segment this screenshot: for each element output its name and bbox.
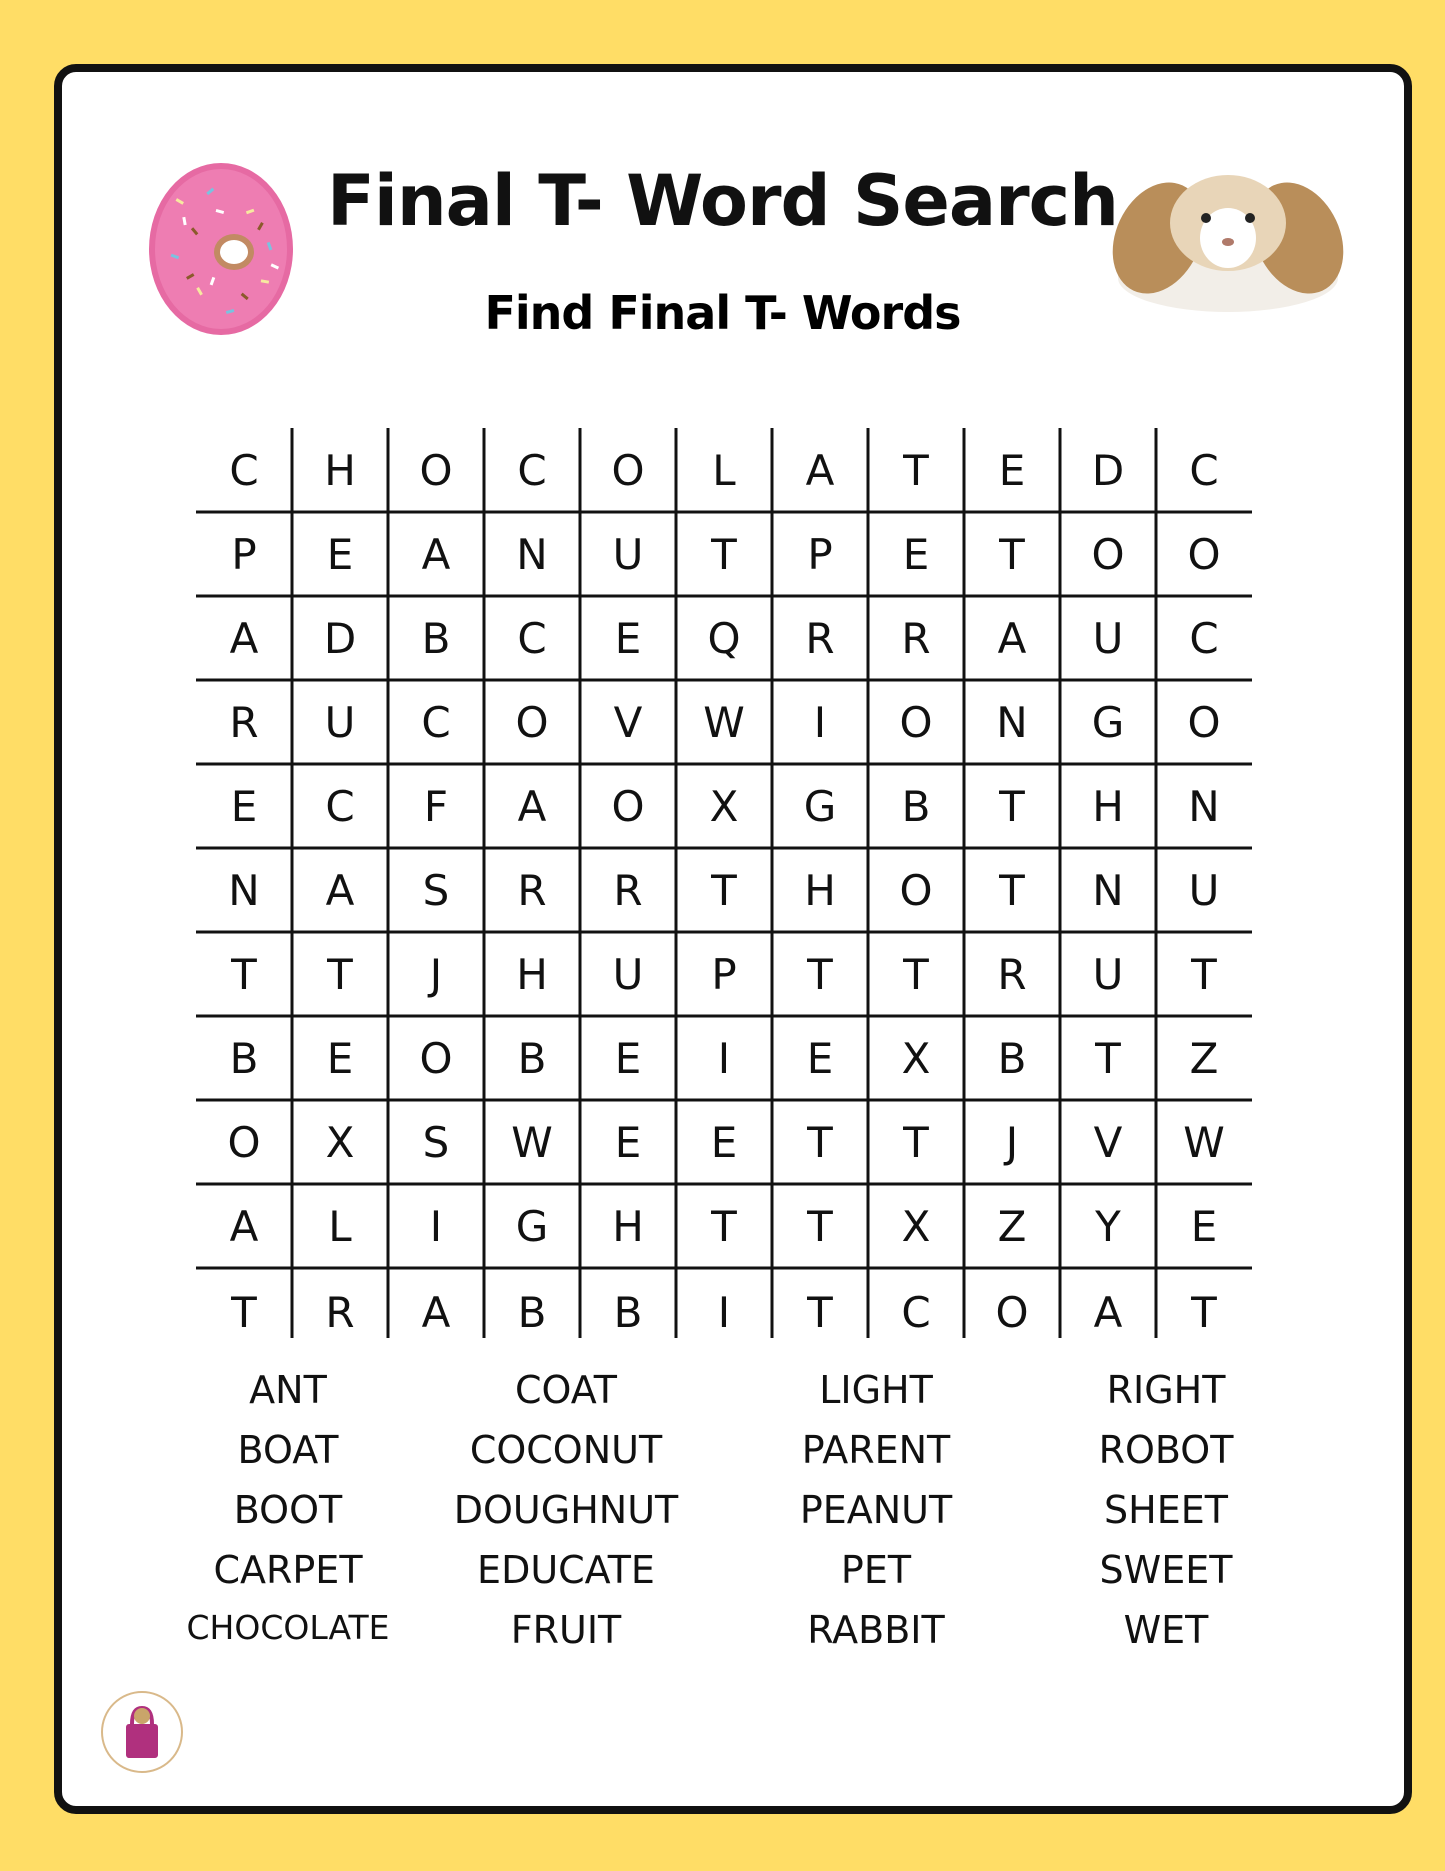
grid-letter[interactable]: O <box>899 865 933 915</box>
grid-letter[interactable]: X <box>325 1117 355 1167</box>
grid-letter[interactable]: U <box>1188 865 1220 915</box>
grid-letter[interactable]: A <box>229 1201 259 1251</box>
grid-letter[interactable]: Z <box>997 1201 1027 1251</box>
grid-letter[interactable]: T <box>903 445 929 495</box>
page-title: Final T- Word Search <box>327 160 1118 242</box>
grid-letter[interactable]: Q <box>707 613 741 663</box>
grid-letter[interactable]: W <box>1183 1117 1225 1167</box>
grid-letter[interactable]: U <box>612 529 644 579</box>
grid-letter[interactable]: E <box>326 1033 354 1083</box>
grid-letter[interactable]: T <box>999 781 1025 831</box>
grid-letter[interactable]: E <box>1190 1201 1218 1251</box>
grid-letter[interactable]: R <box>805 613 835 663</box>
grid-letter[interactable]: O <box>611 781 645 831</box>
word-list-item: CHOCOLATE <box>186 1608 390 1647</box>
grid-letter[interactable]: R <box>613 865 643 915</box>
grid-letter[interactable]: T <box>231 949 257 999</box>
grid-letter[interactable]: Y <box>1095 1201 1121 1251</box>
grid-letter[interactable]: P <box>711 949 737 999</box>
grid-letter[interactable]: D <box>1091 445 1125 495</box>
word-list-item: SHEET <box>1104 1488 1228 1532</box>
word-list-item: WET <box>1123 1608 1209 1652</box>
grid-letter[interactable]: T <box>999 529 1025 579</box>
word-list-item: EDUCATE <box>477 1548 655 1592</box>
grid-letter[interactable]: E <box>326 529 354 579</box>
boutique-logo <box>100 1690 184 1774</box>
grid-letter[interactable]: B <box>901 781 931 831</box>
grid-letter[interactable]: O <box>995 1287 1029 1337</box>
grid-letter[interactable]: N <box>516 529 548 579</box>
word-list-item: PET <box>840 1548 912 1592</box>
grid-letter[interactable]: T <box>1191 1287 1217 1337</box>
word-list-item: ROBOT <box>1098 1428 1234 1472</box>
grid-letter[interactable]: U <box>612 949 644 999</box>
grid-letter[interactable]: T <box>1095 1033 1121 1083</box>
grid-letter[interactable]: A <box>517 781 547 831</box>
grid-letter[interactable]: B <box>997 1033 1027 1083</box>
word-list-item: SWEET <box>1099 1548 1233 1592</box>
grid-letter[interactable]: A <box>325 865 355 915</box>
grid-letter[interactable]: R <box>325 1287 355 1337</box>
page-subtitle: Find Final T- Words <box>484 286 961 340</box>
grid-letter[interactable]: S <box>422 1117 450 1167</box>
grid-letter[interactable]: T <box>807 949 833 999</box>
grid-letter[interactable]: E <box>902 529 930 579</box>
grid-letter[interactable]: X <box>901 1033 931 1083</box>
grid-letter[interactable]: C <box>517 445 547 495</box>
grid-letter[interactable]: E <box>614 1117 642 1167</box>
grid-letter[interactable]: H <box>324 445 356 495</box>
grid-letter[interactable]: N <box>996 697 1028 747</box>
grid-letter[interactable]: H <box>516 949 548 999</box>
grid-letter[interactable]: I <box>429 1201 443 1251</box>
grid-letter[interactable]: A <box>229 613 259 663</box>
grid-letter[interactable]: T <box>903 1117 929 1167</box>
grid-letter[interactable]: T <box>1191 949 1217 999</box>
grid-letter[interactable]: B <box>517 1033 547 1083</box>
grid-letter[interactable]: L <box>712 445 736 495</box>
grid-letter[interactable]: B <box>421 613 451 663</box>
grid-letter[interactable]: E <box>614 1033 642 1083</box>
grid-letter[interactable]: R <box>517 865 547 915</box>
grid-letter[interactable]: U <box>324 697 356 747</box>
grid-letter[interactable]: E <box>710 1117 738 1167</box>
grid-letter[interactable]: R <box>901 613 931 663</box>
grid-letter[interactable]: W <box>703 697 745 747</box>
grid-letter[interactable]: G <box>803 781 837 831</box>
word-list-item: ANT <box>249 1368 327 1412</box>
grid-letter[interactable]: T <box>711 1201 737 1251</box>
grid-letter[interactable]: E <box>614 613 642 663</box>
grid-letter[interactable]: T <box>903 949 929 999</box>
word-list-item: PARENT <box>801 1428 951 1472</box>
word-list-item: DOUGHNUT <box>453 1488 679 1532</box>
grid-letter[interactable]: P <box>231 529 257 579</box>
grid-letter[interactable]: O <box>419 1033 453 1083</box>
grid-letter[interactable]: C <box>421 697 451 747</box>
grid-letter[interactable]: F <box>423 781 449 831</box>
grid-letter[interactable]: E <box>806 1033 834 1083</box>
grid-letter[interactable]: O <box>611 445 645 495</box>
grid-letter[interactable]: C <box>325 781 355 831</box>
word-list-item: RIGHT <box>1106 1368 1226 1412</box>
grid-letter[interactable]: C <box>1189 613 1219 663</box>
grid-letter[interactable]: O <box>1091 529 1125 579</box>
grid-letter[interactable]: D <box>323 613 357 663</box>
grid-letter[interactable]: R <box>997 949 1027 999</box>
grid-letter[interactable]: W <box>511 1117 553 1167</box>
grid-letter[interactable]: C <box>1189 445 1219 495</box>
grid-letter[interactable]: A <box>805 445 835 495</box>
grid-letter[interactable]: T <box>807 1117 833 1167</box>
grid-letter[interactable]: R <box>229 697 259 747</box>
grid-letter[interactable]: O <box>227 1117 261 1167</box>
grid-letter[interactable]: V <box>613 697 643 747</box>
grid-letter[interactable]: T <box>807 1287 833 1337</box>
word-list-item: BOOT <box>233 1488 343 1532</box>
word-list-item: CARPET <box>213 1548 363 1592</box>
grid-letter[interactable]: T <box>999 865 1025 915</box>
grid-letter[interactable]: T <box>327 949 353 999</box>
grid-letter[interactable]: T <box>711 529 737 579</box>
grid-letter[interactable]: B <box>613 1287 643 1337</box>
grid-letter[interactable]: A <box>421 1287 451 1337</box>
grid-letter[interactable]: I <box>717 1287 731 1337</box>
word-list-item: COCONUT <box>469 1428 663 1472</box>
grid-letter[interactable]: E <box>998 445 1026 495</box>
grid-letter[interactable]: O <box>419 445 453 495</box>
grid-letter[interactable]: A <box>421 529 451 579</box>
grid-letter[interactable]: N <box>1092 865 1124 915</box>
grid-letter[interactable]: T <box>807 1201 833 1251</box>
grid-letter[interactable]: I <box>813 697 827 747</box>
grid-letter[interactable]: O <box>899 697 933 747</box>
grid-letter[interactable]: C <box>901 1287 931 1337</box>
grid-letter[interactable]: H <box>804 865 836 915</box>
grid-letter[interactable]: J <box>1005 1117 1019 1167</box>
word-list-item: COAT <box>514 1368 618 1412</box>
grid-letter[interactable]: O <box>1187 697 1221 747</box>
grid-letter[interactable]: I <box>717 1033 731 1083</box>
grid-letter[interactable]: V <box>1093 1117 1123 1167</box>
grid-letter[interactable]: Z <box>1189 1033 1219 1083</box>
grid-letter[interactable]: A <box>997 613 1027 663</box>
grid-letter[interactable]: N <box>1188 781 1220 831</box>
grid-letter[interactable]: G <box>1091 697 1125 747</box>
grid-letter[interactable]: U <box>1092 949 1124 999</box>
grid-letter[interactable]: C <box>517 613 547 663</box>
grid-letter[interactable]: S <box>422 865 450 915</box>
grid-letter[interactable]: O <box>515 697 549 747</box>
word-list-item: BOAT <box>237 1428 339 1472</box>
grid-letter[interactable]: P <box>807 529 833 579</box>
grid-letter[interactable]: G <box>515 1201 549 1251</box>
grid-letter[interactable]: L <box>328 1201 352 1251</box>
word-search-grid <box>196 428 1252 1338</box>
grid-letter[interactable]: C <box>229 445 259 495</box>
word-list-item: LIGHT <box>819 1368 933 1412</box>
grid-letter[interactable]: X <box>901 1201 931 1251</box>
grid-letter[interactable]: O <box>1187 529 1221 579</box>
grid-letter[interactable]: T <box>711 865 737 915</box>
grid-letter[interactable]: B <box>517 1287 547 1337</box>
grid-letter[interactable]: H <box>612 1201 644 1251</box>
word-list-item: RABBIT <box>807 1608 945 1652</box>
grid-letter[interactable]: X <box>709 781 739 831</box>
word-list-item: PEANUT <box>799 1488 953 1532</box>
grid-letter[interactable]: A <box>1093 1287 1123 1337</box>
grid-letter[interactable]: J <box>429 949 443 999</box>
grid-letter[interactable]: T <box>231 1287 257 1337</box>
grid-letter[interactable]: H <box>1092 781 1124 831</box>
grid-letter[interactable]: E <box>230 781 258 831</box>
grid-letter[interactable]: N <box>228 865 260 915</box>
word-list-item: FRUIT <box>510 1608 622 1652</box>
grid-letter[interactable]: U <box>1092 613 1124 663</box>
grid-letter[interactable]: B <box>229 1033 259 1083</box>
